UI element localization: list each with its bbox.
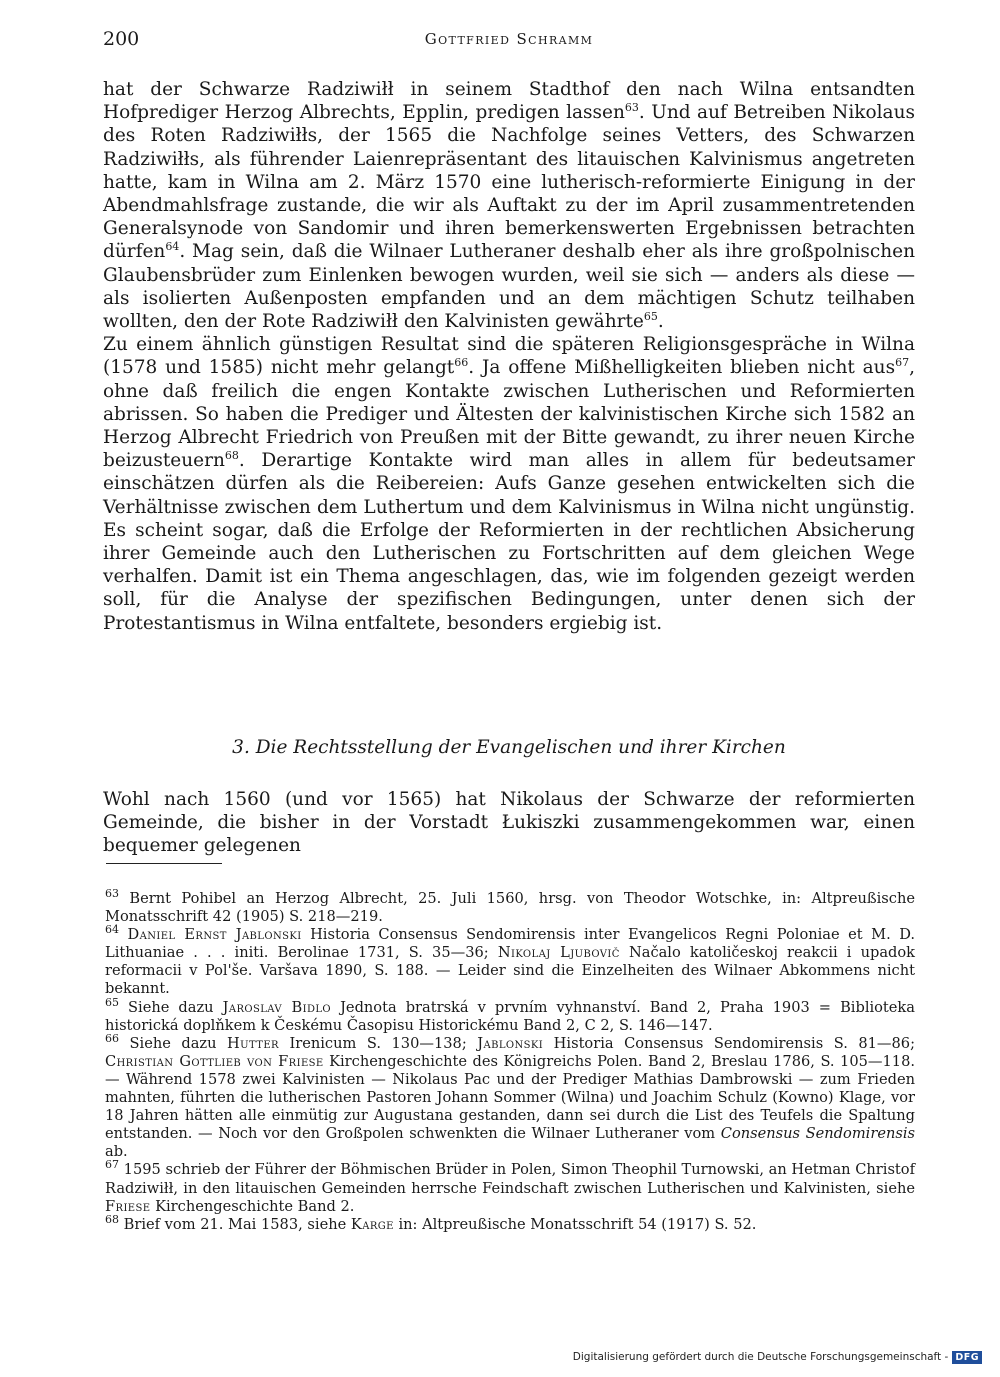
footnote-marker: 66 (105, 1031, 119, 1045)
text-run: Siehe dazu (119, 998, 223, 1016)
section-paragraph: Wohl nach 1560 (und vor 1565) hat Nikolaus der Schwarze der reformierten Gemeinde, die bisher in der Vorstadt Łukiszki zusammengekommen war, einen bequemer gelegenen (103, 789, 915, 857)
text-run: . (657, 311, 664, 333)
digitization-notice-text: Digitalisierung gefördert durch die Deutsche Forschungsgemeinschaft - (572, 1351, 949, 1363)
text-run: . Und auf Betreiben Nikolaus des Roten Radziwiłłs, der 1565 die Nachfolge seines Vetters, des Schwarzen Radziwiłłs, als führender Laienrepräsentant des litauischen Kalvinismus angetreten hatte, kam in Wilna am 2. März 1570 eine lutherisch-reformierte Einigung in der Abendmahlsfrage zustande, die wir als Auftakt zu der im April zusammentretenden Generalsynode von Sandomir und ihren bemerkenswerten Ergebnissen betrachten dürfen (103, 102, 915, 263)
footnote-marker: 68 (105, 1212, 119, 1226)
footnote (105, 1158, 915, 1215)
footnote-marker: 64 (165, 240, 180, 254)
footnote-marker: 67 (105, 1158, 119, 1172)
text-run: Irenicum S. 130—138; (278, 1034, 478, 1052)
footnote-marker: 68 (224, 449, 239, 463)
footnote (105, 995, 915, 1035)
footnote (105, 1031, 916, 1162)
text-run: Bernt Pohibel an Herzog Albrecht, 25. Juli 1560, hrsg. von Theodor Wotschke, in: Altpreußische Monatsschrift 42 (1905) S. 218—219. (105, 890, 915, 926)
footnotes (105, 887, 916, 1234)
text-run: 1595 schrieb der Führer der Böhmischen Brüder in Polen, Simon Theophil Turnowski, an Hetman Christof Radziwiłł, in den litauischen Gemeinden herrsche Feindschaft zwischen Lutherischen und Kalvinisten, siehe (105, 1161, 915, 1197)
text-run: Kirchengeschichte des Königreichs Polen. Band 2, Breslau 1786, S. 105—118. — Während 1578 zwei Kalvinisten — Nikolaus Pac und der Prediger Mathias Dambrowski — zum Frieden mahnten, führten die lutherischen Pastoren Johann Sommer (Wilna) und Joachim Schulz (Kowno) Klage, vor 18 Jahren hätten alle einmütig zur Augustana gestanden, dann sei durch die List des Teufels die Spaltung entstanden. — Noch vor den Großpolen schwenkten die Wilnaer Lutheraner vom (105, 1052, 916, 1143)
footnote-marker: 64 (105, 923, 119, 937)
text-run: Siehe dazu (119, 1034, 228, 1052)
text-run: . Mag sein, daß die Wilnaer Lutheraner deshalb eher als ihre großpolnischen Glaubensbrüder zum Einlenken bewogen wurden, weil sie sich — anders als diese — als isolierten Außenposten empfanden und an dem mächtigen Schutz teilhaben wollten, den der Rote Radziwiłł den Kalvinisten gewährte (103, 241, 915, 333)
footnote-marker: 65 (643, 309, 658, 323)
footnote (105, 887, 915, 926)
footnote-marker: 63 (105, 887, 119, 901)
author-name: Hutter (227, 1034, 279, 1052)
footnote (105, 1212, 915, 1234)
page-header (103, 28, 915, 54)
footnote-marker: 66 (454, 356, 469, 370)
text-run: Zu einem ähnlich günstigen Resultat sind die späteren Religionsgespräche in Wilna (1578 und 1585) nicht mehr gelangt (103, 334, 915, 379)
footnote-marker: 67 (895, 356, 910, 370)
running-head: Gottfried Schramm (424, 30, 594, 48)
section-text (103, 788, 915, 858)
author-name: Christian Gottlieb von Friese (105, 1052, 324, 1070)
author-name: Karge (350, 1215, 394, 1233)
text-run: . Ja offene Mißhelligkeiten blieben nicht aus (468, 357, 896, 379)
text-run: ab. (105, 1143, 128, 1161)
italic-title: Consensus Sendomirensis (720, 1125, 915, 1143)
text-run: in: Altpreußische Monatsschrift 54 (1917) S. 52. (393, 1215, 757, 1233)
footnote (105, 923, 916, 998)
text-run: , ohne daß freilich die engen Kontakte zwischen Lutherischen und Reformierten abrissen. So haben die Prediger und Ältesten der kalvinistischen Kirche sich 1582 an Herzog Albrecht Friedrich von Preußen mit der Bitte gewandt, zu ihrer neuen Kirche beizusteuern (103, 357, 915, 472)
text-run: . Derartige Kontakte wird man alles in allem für bedeutsamer einschätzen dürfen als die Reibereien: Aufs Ganze gesehen entwickelten sich die Verhältnisse zwischen dem Luthertum und dem Kalvinismus in Wilna nicht ungünstig. Es scheint sogar, daß die Erfolge der Reformierten in der rechtlichen Absicherung ihrer Gemeinde auch den Lutherischen zu Fortschritten auf dem gleichen Wege verhalfen. Damit ist ein Thema angeschlagen, das, wie im folgenden gezeigt werden soll, für die Analyse der spezifischen Bedingungen, unter denen sich der Protestantismus in Wilna entfaltete, besonders ergiebig ist. (103, 450, 915, 634)
text-run: hat der Schwarze Radziwiłł in seinem Stadthof den nach Wilna entsandten Hofprediger Herzog Albrechts, Epplin, predigen lassen (103, 79, 915, 124)
author-name: Nikolaj Ljubovič (497, 944, 620, 962)
text-run: Historia Consensus Sendomirensis S. 81—86; (543, 1034, 916, 1052)
main-text (103, 78, 915, 635)
footnote-marker: 63 (624, 101, 639, 115)
author-name: Friese (105, 1197, 151, 1215)
body-paragraph (103, 333, 915, 635)
author-name: Daniel Ernst Jablonski (127, 926, 302, 944)
text-run: Načalo katoličeskoj reakcii i upadok reformacii v Pol'še. Varšava 1890, S. 188. — Leider sind die Einzelheiten des Wilnaer Abkommens nicht bekannt. (105, 944, 915, 998)
text-run: Brief vom 21. Mai 1583, siehe (119, 1215, 351, 1233)
digitization-notice (573, 1349, 982, 1365)
text-run (119, 926, 128, 943)
author-name: Jablonski (477, 1034, 544, 1052)
author-name: Jaroslav Bidlo (222, 998, 332, 1016)
text-run: Jednota bratrská v prvním vyhnanství. Band 2, Praha 1903 = Biblioteka historická doplňkem k Českému Časopisu Historickému Band 2, C 2, S. 146—147. (105, 998, 915, 1034)
body-paragraph (103, 78, 915, 333)
page-number: 200 (103, 28, 140, 50)
text-run: Historia Consensus Sendomirensis inter Evangelicos Regni Poloniae et M. D. Lithuaniae . . . initi. Berolinae 1731, S. 35—36; (105, 926, 916, 962)
footnote-marker: 65 (105, 995, 119, 1009)
dfg-logo: DFG (952, 1351, 982, 1364)
footnote-rule (106, 863, 222, 864)
section-heading: 3. Die Rechtsstellung der Evangelischen und ihrer Kirchen (232, 737, 786, 758)
text-run: Kirchengeschichte Band 2. (150, 1197, 355, 1215)
